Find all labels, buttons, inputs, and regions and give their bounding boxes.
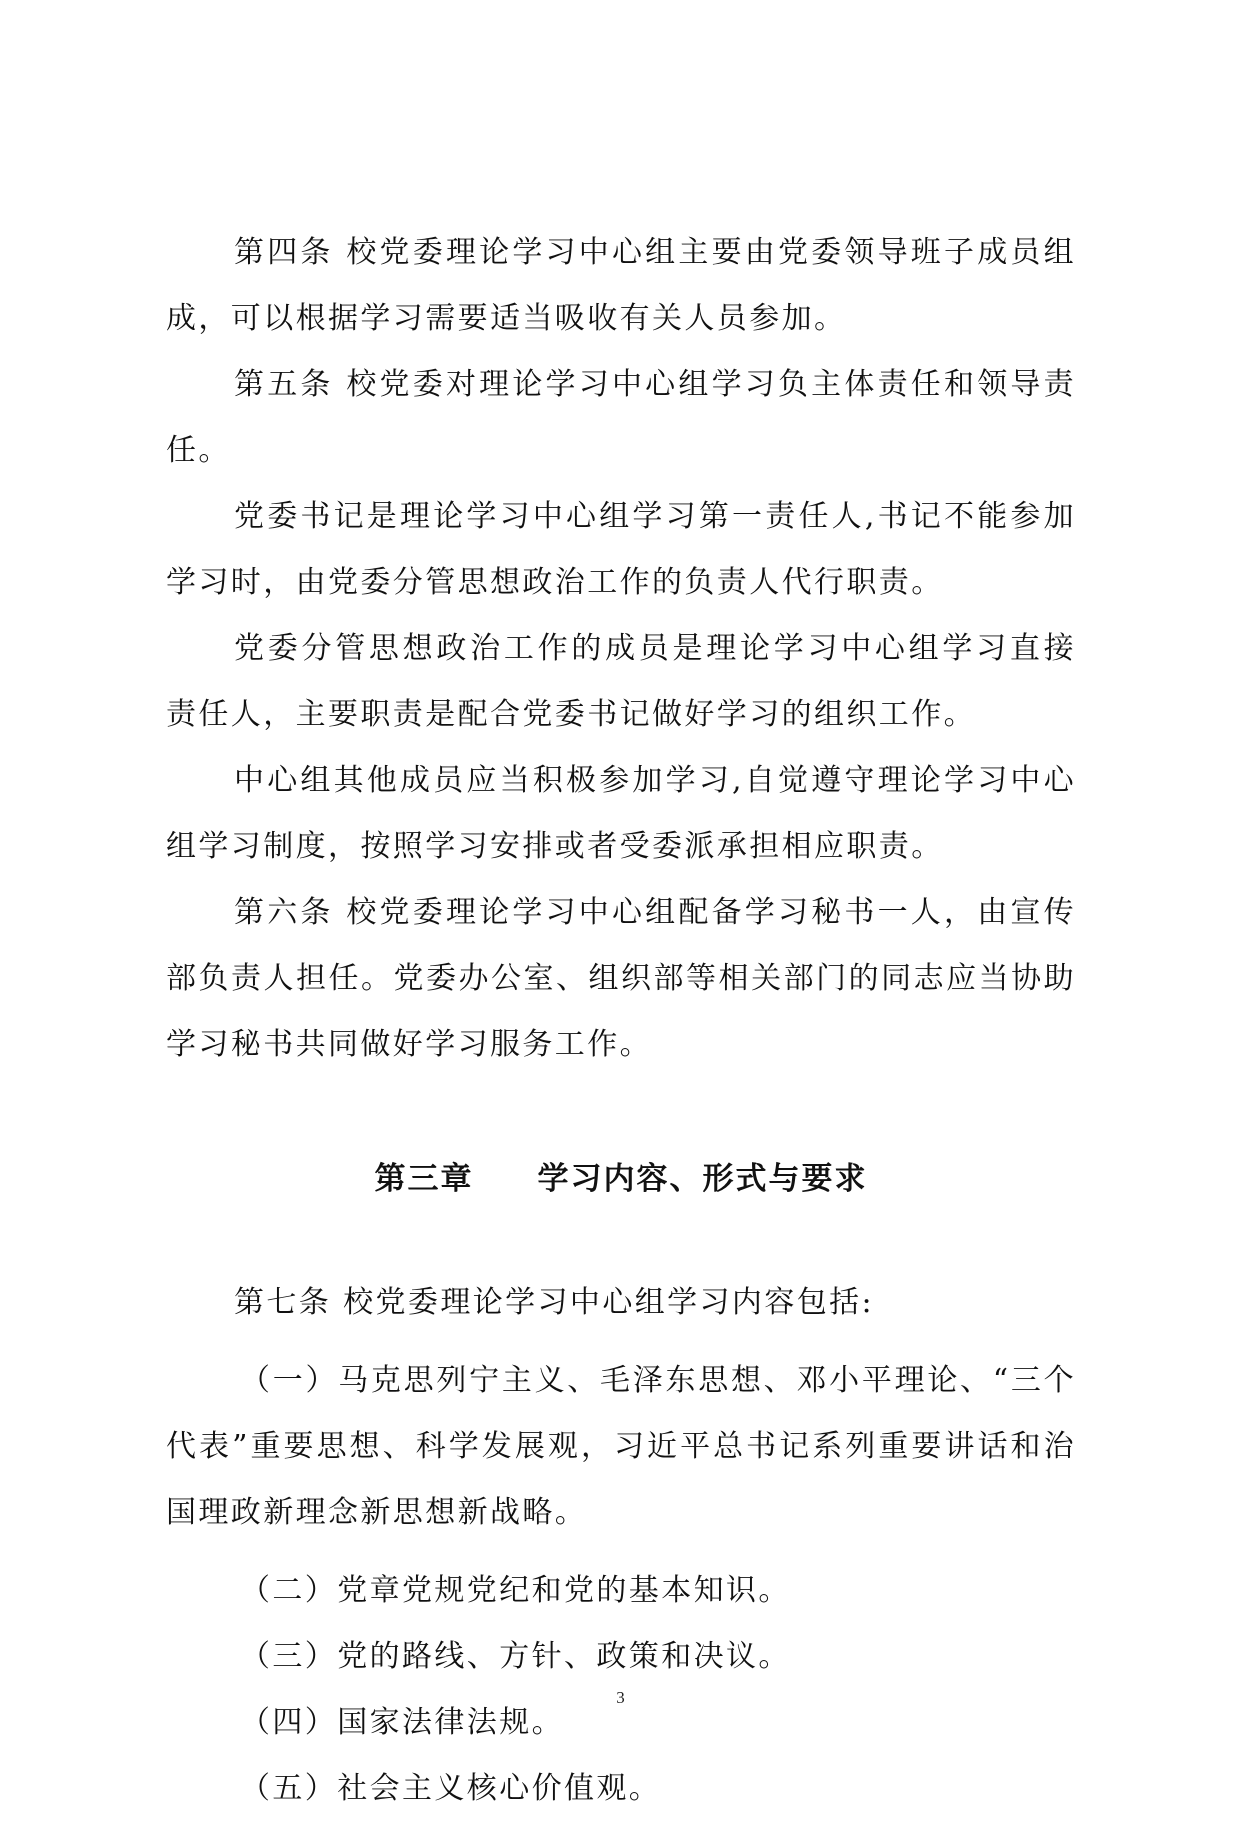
direct-responsible-paragraph: 党委分管思想政治工作的成员是理论学习中心组学习直接责任人，主要职责是配合党委书记做好学习的组织工作。 (166, 631, 1076, 732)
content-item-4: （四）国家法律法规。 (240, 1705, 564, 1740)
party-secretary-paragraph: 党委书记是理论学习中心组学习第一责任人,书记不能参加学习时，由党委分管思想政治工作的负责人代行职责。 (166, 499, 1076, 600)
chapter-number: 第三章 (374, 1161, 474, 1197)
article-four-paragraph: 第四条 校党委理论学习中心组主要由党委领导班子成员组成，可以根据学习需要适当吸收有关人员参加。 (166, 235, 1076, 336)
content-item-1: （一）马克思列宁主义、毛泽东思想、邓小平理论、“三个代表”重要思想、科学发展观，习近平总书记系列重要讲话和治国理政新理念新思想新战略。 (166, 1363, 1076, 1530)
chapter-heading (166, 1146, 1076, 1212)
article-seven-paragraph: 第七条 校党委理论学习中心组学习内容包括: (234, 1285, 875, 1320)
other-members-paragraph: 中心组其他成员应当积极参加学习,自觉遵守理论学习中心组学习制度，按照学习安排或者受委派承担相应职责。 (166, 763, 1076, 864)
article-five-paragraph: 第五条 校党委对理论学习中心组学习负主体责任和领导责任。 (166, 367, 1076, 468)
chapter-title: 学习内容、形式与要求 (537, 1161, 868, 1197)
document-body (166, 220, 1076, 1822)
content-item-3: （三）党的路线、方针、政策和决议。 (240, 1639, 791, 1674)
content-item-5: （五）社会主义核心价值观。 (240, 1771, 662, 1806)
article-six-paragraph: 第六条 校党委理论学习中心组配备学习秘书一人，由宣传部负责人担任。党委办公室、组织部等相关部门的同志应当协助学习秘书共同做好学习服务工作。 (166, 895, 1076, 1062)
content-item-2: （二）党章党规党纪和党的基本知识。 (240, 1573, 791, 1608)
page-number: 3 (616, 1688, 625, 1707)
